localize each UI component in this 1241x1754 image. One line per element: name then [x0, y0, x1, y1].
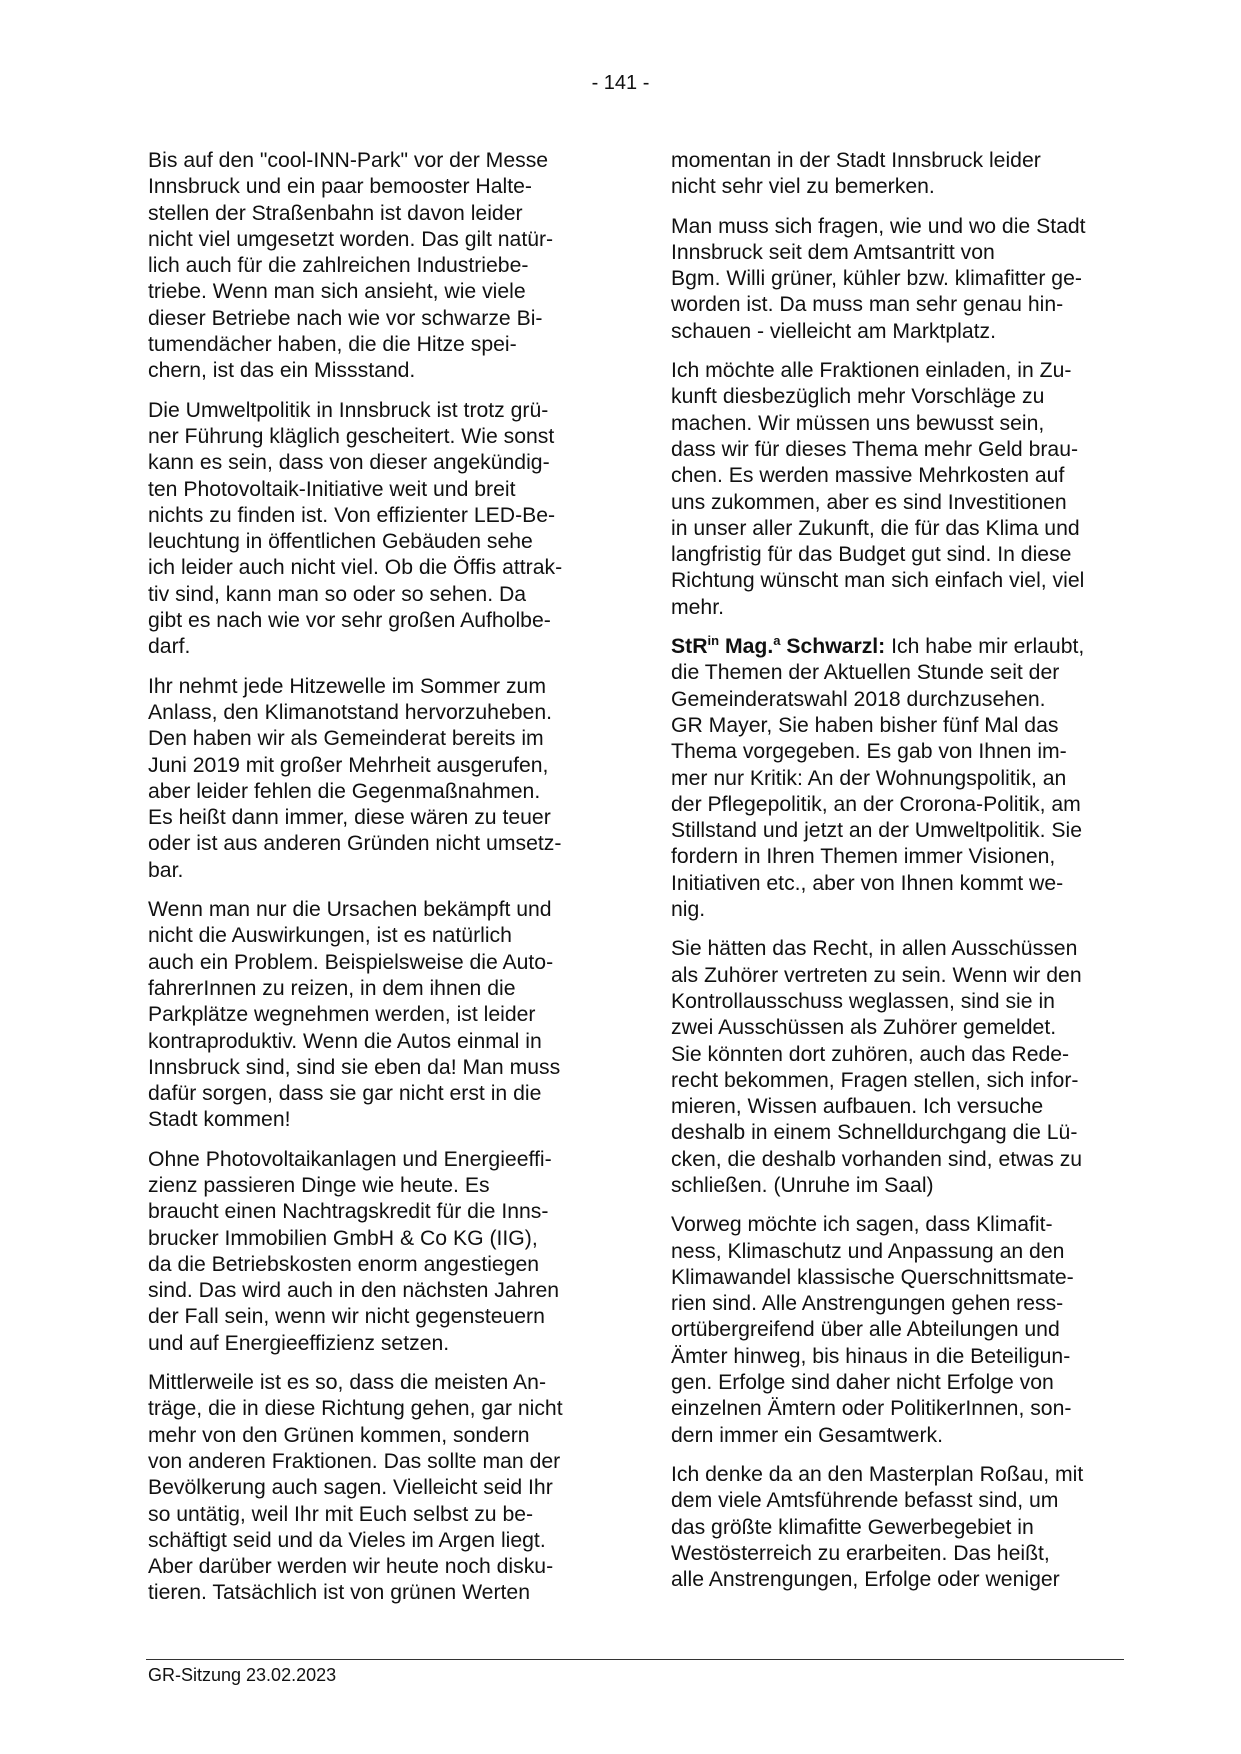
paragraph-line: Bevölkerung auch sagen. Vielleicht seid Ihr	[148, 1476, 553, 1500]
paragraph-line: zienz passieren Dinge wie heute. Es	[148, 1173, 490, 1197]
paragraph-line: nicht sehr viel zu bemerken.	[671, 175, 935, 199]
paragraph-line: rien sind. Alle Anstrengungen gehen ress-	[671, 1292, 1064, 1316]
paragraph-line: Parkplätze wegnehmen werden, ist leider	[148, 1003, 536, 1027]
paragraph-line: lich auch für die zahlreichen Industriebe-	[148, 254, 529, 278]
paragraph-line	[671, 634, 1139, 660]
speaker-title: Mag.	[719, 635, 774, 659]
paragraph-line: Richtung wünscht man sich einfach viel, viel	[671, 569, 1085, 593]
paragraph	[671, 1212, 1139, 1449]
paragraph-line: nig.	[671, 898, 706, 922]
paragraph-line: Bis auf den "cool-INN-Park" vor der Messe	[148, 149, 549, 172]
paragraph-line: tumendächer haben, die die Hitze spei-	[148, 333, 517, 357]
paragraph-line: zwei Ausschüssen als Zuhörer gemeldet.	[671, 1016, 1057, 1040]
paragraph-line: Ämter hinweg, bis hinaus in die Beteiligun-	[671, 1344, 1071, 1368]
paragraph-line: Ich denke da an den Masterplan Roßau, mit	[671, 1462, 1084, 1486]
paragraph-line: darf.	[148, 635, 191, 659]
paragraph-line: Es heißt dann immer, diese wären zu teuer	[148, 806, 551, 830]
paragraph-line: Anlass, den Klimanotstand hervorzuheben.	[148, 700, 552, 724]
paragraph-line: Stillstand und jetzt an der Umweltpolitik. Sie	[671, 819, 1082, 843]
speaker-title-sup: a	[773, 632, 781, 648]
paragraph-line: da die Betriebskosten enorm angestiegen	[148, 1252, 540, 1276]
paragraph-line: schließen. (Unruhe im Saal)	[671, 1173, 934, 1197]
paragraph-line: tiv sind, kann man so oder so sehen. Da	[148, 582, 527, 606]
paragraph-line: auch ein Problem. Beispielsweise die Auto-	[148, 950, 554, 974]
paragraph-line: aber leider fehlen die Gegenmaßnahmen.	[148, 779, 541, 803]
paragraph-line: von anderen Fraktionen. Das sollte man der	[148, 1449, 561, 1473]
paragraph-line: Kontrollausschuss weglassen, sind sie in	[671, 989, 1055, 1013]
paragraph-line: ner Führung kläglich gescheitert. Wie sonst	[148, 424, 555, 448]
paragraph-line: ich leider auch nicht viel. Ob die Öffis attrak-	[148, 556, 563, 580]
paragraph-line: fordern in Ihren Themen immer Visionen,	[671, 845, 1056, 869]
paragraph-line: Klimawandel klassische Querschnittsmate-	[671, 1265, 1074, 1289]
paragraph-line: fahrerInnen zu reizen, in dem ihnen die	[148, 976, 516, 1000]
paragraph-line: tieren. Tatsächlich ist von grünen Werten	[148, 1581, 530, 1605]
paragraph-line: Bgm. Willi grüner, kühler bzw. klimafitter ge-	[671, 267, 1082, 291]
paragraph-line: dieser Betriebe nach wie vor schwarze Bi-	[148, 306, 543, 330]
paragraph-line: machen. Wir müssen uns bewusst sein,	[671, 411, 1045, 435]
speaker-prefix-sup: in	[707, 632, 720, 648]
paragraph-line: dass wir für dieses Thema mehr Geld brau-	[671, 437, 1079, 461]
paragraph	[148, 148, 616, 385]
paragraph-line: gen. Erfolge sind daher nicht Erfolge von	[671, 1371, 1054, 1395]
paragraph-line: in unser aller Zukunft, die für das Klima und	[671, 516, 1080, 540]
paragraph	[671, 936, 1139, 1199]
paragraph-line: cken, die deshalb vorhanden sind, etwas zu	[671, 1147, 1083, 1171]
paragraph-line: nicht die Auswirkungen, ist es natürlich	[148, 924, 512, 948]
paragraph-line: mieren, Wissen aufbauen. Ich versuche	[671, 1095, 1044, 1119]
paragraph-line: das größte klimafitte Gewerbegebiet in	[671, 1515, 1034, 1539]
paragraph-line: Gemeinderatswahl 2018 durchzusehen.	[671, 687, 1046, 711]
paragraph-line: Westösterreich zu erarbeiten. Das heißt,	[671, 1541, 1050, 1565]
paragraph-line: Innsbruck seit dem Amtsantritt von	[671, 240, 995, 264]
paragraph-line: der Pflegepolitik, an der Crorona-Politik, am	[671, 792, 1081, 816]
paragraph-line: momentan in der Stadt Innsbruck leider	[671, 149, 1041, 172]
paragraph-line: Innsbruck und ein paar bemooster Halte-	[148, 175, 532, 199]
paragraph-line: Sie könnten dort zuhören, auch das Rede-	[671, 1042, 1070, 1066]
paragraph	[148, 897, 616, 1134]
paragraph-line: Wenn man nur die Ursachen bekämpft und	[148, 898, 552, 922]
paragraph-line: sind. Das wird auch in den nächsten Jahren	[148, 1279, 560, 1303]
paragraph-line: recht bekommen, Fragen stellen, sich infor-	[671, 1068, 1079, 1092]
paragraph-line: schäftigt seid und da Vieles im Argen liegt.	[148, 1528, 546, 1552]
paragraph-line: mehr von den Grünen kommen, sondern	[148, 1423, 530, 1447]
paragraph-line: braucht einen Nachtragskredit für die Inns-	[148, 1200, 549, 1224]
paragraph-line: oder ist aus anderen Gründen nicht umsetz-	[148, 832, 562, 856]
left-column	[148, 148, 616, 1620]
paragraph-line: ten Photovoltaik-Initiative weit und breit	[148, 477, 516, 501]
paragraph	[148, 674, 616, 884]
paragraph-line: triebe. Wenn man sich ansieht, wie viele	[148, 280, 526, 304]
paragraph-line: mer nur Kritik: An der Wohnungspolitik, an	[671, 766, 1067, 790]
paragraph	[671, 148, 1139, 201]
paragraph-line: alle Anstrengungen, Erfolge oder weniger	[671, 1568, 1060, 1592]
paragraph-line: nichts zu finden ist. Von effizienter LED-Be-	[148, 503, 556, 527]
right-column	[671, 148, 1139, 1606]
paragraph-line: ortübergreifend über alle Abteilungen und	[671, 1318, 1060, 1342]
speaker-text: Ich habe mir erlaubt,	[885, 635, 1085, 659]
paragraph-line: Vorweg möchte ich sagen, dass Klimafit-	[671, 1213, 1053, 1237]
paragraph-line: Den haben wir als Gemeinderat bereits im	[148, 727, 544, 751]
paragraph-line: Ihr nehmt jede Hitzewelle im Sommer zum	[148, 674, 546, 698]
paragraph	[148, 1370, 616, 1607]
paragraph-line: Initiativen etc., aber von Ihnen kommt we-	[671, 871, 1064, 895]
paragraph-line: chern, ist das ein Missstand.	[148, 359, 416, 383]
paragraph-line: Sie hätten das Recht, in allen Ausschüssen	[671, 937, 1078, 961]
paragraph-line: Juni 2019 mit großer Mehrheit ausgerufen,	[148, 753, 549, 777]
paragraph-line: worden ist. Da muss man sehr genau hin-	[671, 293, 1064, 317]
speaker-name	[671, 632, 886, 659]
paragraph-line: dafür sorgen, dass sie gar nicht erst in die	[148, 1082, 542, 1106]
paragraph-line: einzelnen Ämtern oder PolitikerInnen, son-	[671, 1397, 1072, 1421]
paragraph-line: Man muss sich fragen, wie und wo die Stadt	[671, 214, 1086, 238]
paragraph-line: Innsbruck sind, sind sie eben da! Man muss	[148, 1055, 561, 1079]
paragraph-line: träge, die in diese Richtung gehen, gar nicht	[148, 1397, 563, 1421]
paragraph-line: brucker Immobilien GmbH & Co KG (IIG),	[148, 1226, 538, 1250]
paragraph-line: Thema vorgegeben. Es gab von Ihnen im-	[671, 740, 1067, 764]
paragraph-line: langfristig für das Budget gut sind. In diese	[671, 543, 1072, 567]
paragraph-line: Ich möchte alle Fraktionen einladen, in Zu-	[671, 359, 1072, 383]
paragraph-line: Mittlerweile ist es so, dass die meisten An-	[148, 1371, 547, 1395]
paragraph-line: chen. Es werden massive Mehrkosten auf	[671, 464, 1065, 488]
paragraph	[148, 398, 616, 661]
paragraph-line: der Fall sein, wenn wir nicht gegensteuern	[148, 1305, 545, 1329]
speaker-surname: Schwarzl:	[780, 635, 886, 659]
paragraph	[671, 214, 1139, 345]
paragraph-line: kunft diesbezüglich mehr Vorschläge zu	[671, 385, 1045, 409]
paragraph-line: ness, Klimaschutz und Anpassung an den	[671, 1239, 1065, 1263]
paragraph-line: und auf Energieeffizienz setzen.	[148, 1331, 450, 1355]
paragraph-line: deshalb in einem Schnelldurchgang die Lü-	[671, 1121, 1078, 1145]
speaker-paragraph	[671, 634, 1139, 923]
paragraph-line: GR Mayer, Sie haben bisher fünf Mal das	[671, 713, 1059, 737]
page-number: - 141 -	[591, 72, 650, 94]
paragraph-line: dem viele Amtsführende befasst sind, um	[671, 1489, 1059, 1513]
footer-session-date: GR-Sitzung 23.02.2023	[148, 1665, 337, 1685]
paragraph-line: nicht viel umgesetzt worden. Das gilt natür-	[148, 227, 554, 251]
footer-divider	[146, 1659, 1124, 1660]
paragraph-line: so untätig, weil Ihr mit Euch selbst zu be-	[148, 1502, 534, 1526]
paragraph-line: kontraproduktiv. Wenn die Autos einmal in	[148, 1029, 542, 1053]
paragraph-line: leuchtung in öffentlichen Gebäuden sehe	[148, 530, 533, 554]
paragraph	[671, 1462, 1139, 1593]
paragraph	[671, 358, 1139, 621]
paragraph-line: kann es sein, dass von dieser angekündig-	[148, 451, 550, 475]
paragraph-line: dern immer ein Gesamtwerk.	[671, 1423, 943, 1447]
paragraph-line: die Themen der Aktuellen Stunde seit der	[671, 661, 1060, 685]
paragraph-line: stellen der Straßenbahn ist davon leider	[148, 201, 523, 225]
paragraph-line: Aber darüber werden wir heute noch disku-	[148, 1555, 554, 1579]
paragraph-line: Die Umweltpolitik in Innsbruck ist trotz grü-	[148, 398, 549, 422]
speaker-prefix: StR	[671, 635, 708, 659]
paragraph-line: als Zuhörer vertreten zu sein. Wenn wir den	[671, 963, 1082, 987]
paragraph-line: gibt es nach wie vor sehr großen Aufholbe-	[148, 609, 551, 633]
paragraph-line: Ohne Photovoltaikanlagen und Energieeffi-	[148, 1147, 552, 1171]
paragraph-line: bar.	[148, 858, 184, 882]
paragraph	[148, 1147, 616, 1357]
paragraph-line: schauen - vielleicht am Marktplatz.	[671, 319, 997, 343]
paragraph-line: Stadt kommen!	[148, 1108, 291, 1132]
paragraph-line: mehr.	[671, 595, 724, 619]
paragraph-line: uns zukommen, aber es sind Investitionen	[671, 490, 1067, 514]
